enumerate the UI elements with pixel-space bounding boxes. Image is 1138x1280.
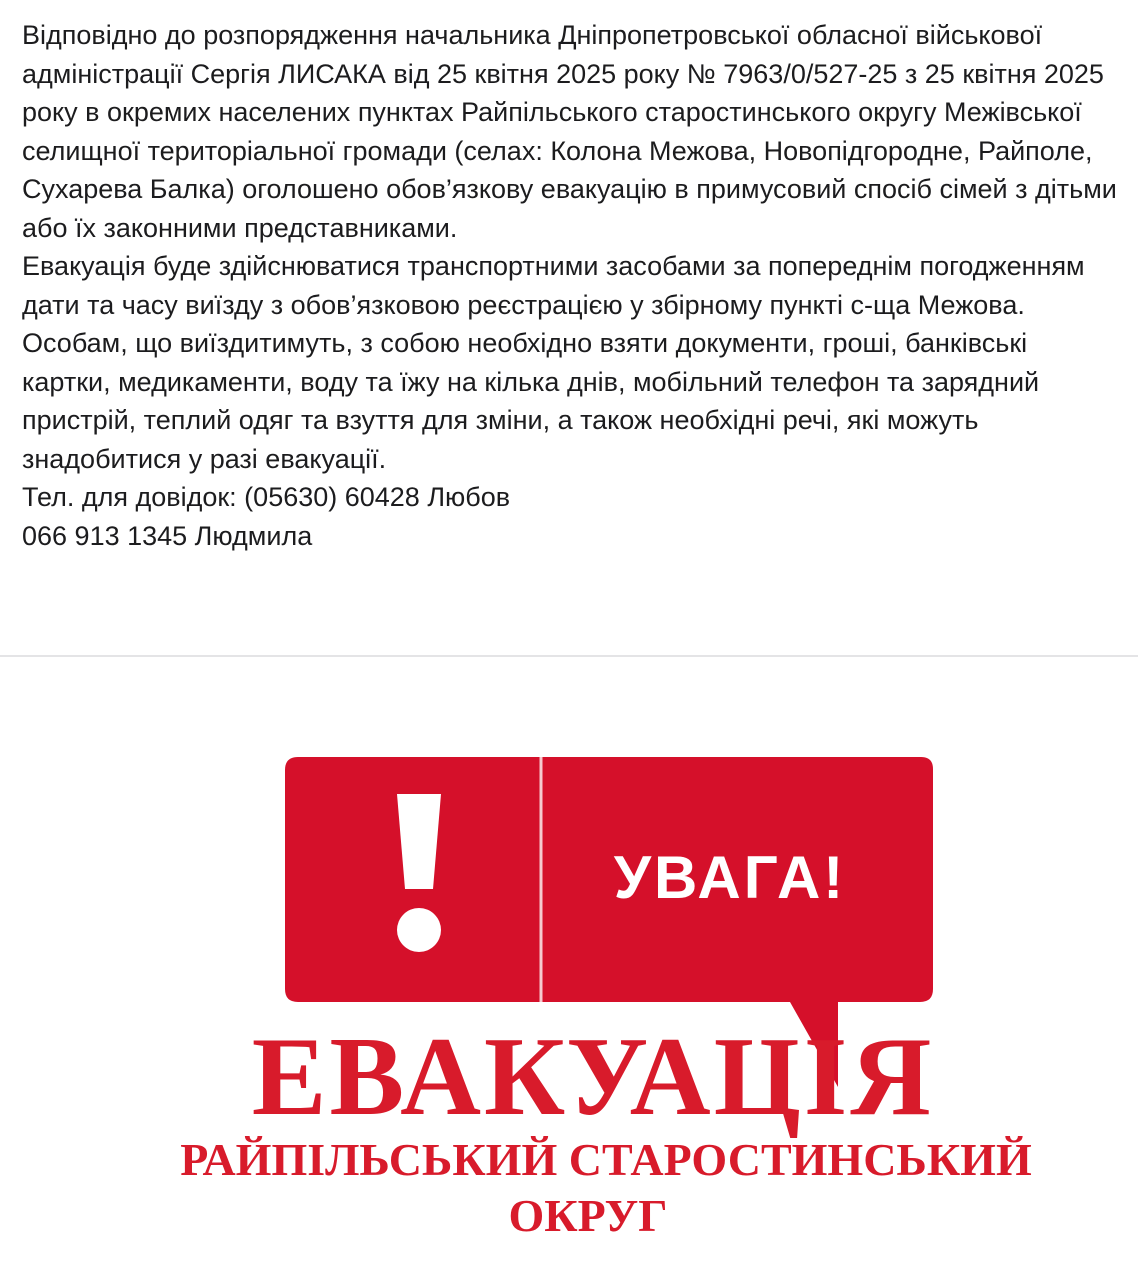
post-paragraph-transport: Евакуація буде здійснюватися транспортними засобами за попереднім погодженням дати та часу виїзду з обов’язковою реєстрацією у збірному пункті с-ща Межова.: [22, 251, 1085, 320]
evacuation-title: ЕВАКУАЦІЯ: [251, 1015, 935, 1139]
attention-label: УВАГА!: [613, 844, 847, 911]
district-name-line1: РАЙПІЛЬСЬКИЙ СТАРОСТИНСЬКИЙ: [180, 1134, 1032, 1185]
post-text: [22, 16, 1122, 555]
post-phone-lyudmyla: 066 913 1345 Людмила: [22, 520, 313, 551]
post-paragraph-items: Особам, що виїздитимуть, з собою необхідно взяти документи, гроші, банківські картки, медикаменти, воду та їжу на кілька днів, мобільний телефон та зарядний пристрій, теплий одяг та взуття для зміни, а також необхідні речі, які можуть знадобитися у разі евакуації.: [22, 328, 1040, 474]
post-phone-lyubov: Тел. для довідок: (05630) 60428 Любов: [22, 482, 511, 512]
post-paragraph-order: Відповідно до розпорядження начальника Дніпропетровської обласної військової адміністрації Сергія ЛИСАКА від 25 квітня 2025 року № 7963/0/527-25 з 25 квітня 2025 року в окремих населених пунктах Райпільського старостинського округу Межівської селищної територіальної громади (селах: Колона Межова, Новопідгородне, Райполе, Сухарева Балка) оголошено обов’язкову евакуацію в примусовий спосіб сімей з дітьми або їх законними представниками.: [22, 20, 1117, 243]
district-name-line2: ОКРУГ: [508, 1190, 668, 1241]
attention-banner: [0, 657, 1138, 1280]
evacuation-image[interactable]: [0, 657, 1138, 1280]
